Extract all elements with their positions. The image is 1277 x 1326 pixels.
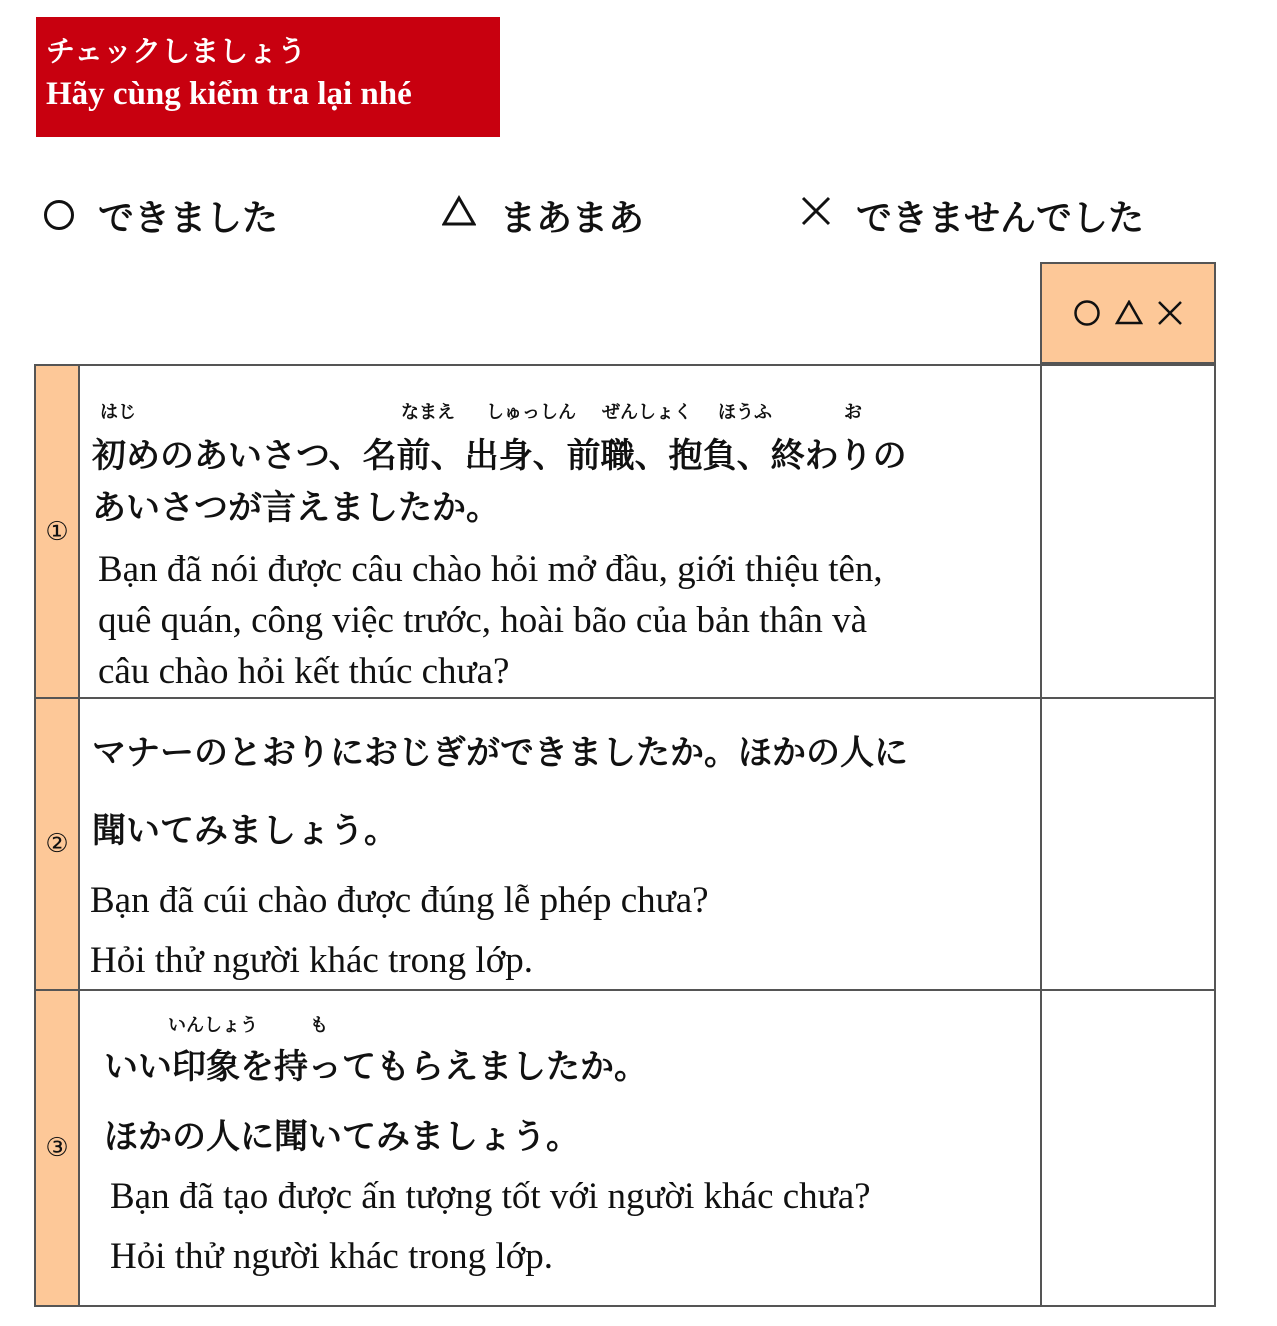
legend-so-so-label: まあまあ <box>500 197 645 239</box>
row-content <box>78 697 1042 991</box>
checklist-row-1 <box>34 364 1216 699</box>
vn-question-line: Hỏi thử người khác trong lớp. <box>90 940 534 981</box>
cross-icon <box>800 195 832 236</box>
jp-question-line: いい印象を持ってもらえましたか。 <box>104 1047 648 1087</box>
jp-question-line: マナーのとおりにおじぎができましたか。ほかの人に <box>92 733 908 773</box>
checklist-row-2 <box>34 697 1216 991</box>
cross-icon <box>1157 300 1183 326</box>
furigana: ぜんしょく <box>602 402 692 423</box>
legend-not-done-label: できませんでした <box>856 197 1145 239</box>
title-jp: チェックしましょう <box>46 34 307 68</box>
legend-done-label: できました <box>98 197 279 239</box>
furigana: も <box>310 1015 328 1036</box>
vn-question-line: Hỏi thử người khác trong lớp. <box>110 1236 554 1277</box>
triangle-icon <box>1115 300 1143 326</box>
vn-question-line: Bạn đã cúi chào được đúng lễ phép chưa? <box>90 880 709 921</box>
furigana: はじ <box>100 402 136 423</box>
row-content <box>78 364 1042 699</box>
jp-question-line: ほかの人に聞いてみましょう。 <box>104 1117 580 1157</box>
circle-icon <box>44 200 74 230</box>
evaluation-cell[interactable] <box>1040 697 1216 991</box>
circle-icon <box>1073 299 1101 327</box>
vn-question-line: quê quán, công việc trước, hoài bão của bản thân và <box>98 600 868 641</box>
vn-question-line: Bạn đã tạo được ấn tượng tốt với người khác chưa? <box>110 1176 871 1217</box>
jp-question-line: 初めのあいさつ、名前、出身、前職、抱負、終わりの <box>92 436 907 476</box>
row-content <box>78 989 1042 1307</box>
legend-so-so <box>442 190 644 240</box>
evaluation-cell[interactable] <box>1040 989 1216 1307</box>
legend-done <box>44 190 278 240</box>
furigana: お <box>844 402 862 423</box>
vn-question-line: câu chào hỏi kết thúc chưa? <box>98 651 510 692</box>
triangle-icon <box>442 195 476 236</box>
row-number: ③ <box>34 989 80 1307</box>
furigana: しゅっしん <box>486 402 576 423</box>
furigana: ほうふ <box>718 402 772 423</box>
legend-not-done <box>800 190 1144 240</box>
row-number: ② <box>34 697 80 991</box>
jp-question-line: 聞いてみましょう。 <box>92 811 398 851</box>
evaluation-header-cell <box>1040 262 1216 364</box>
row-number: ① <box>34 364 80 699</box>
vn-question-line: Bạn đã nói được câu chào hỏi mở đầu, giới thiệu tên, <box>98 549 883 590</box>
title-banner <box>36 17 500 137</box>
furigana: いんしょう <box>168 1015 258 1036</box>
furigana: なまえ <box>401 402 455 423</box>
evaluation-cell[interactable] <box>1040 364 1216 699</box>
checklist-row-3 <box>34 989 1216 1307</box>
jp-question-line: あいさつが言えましたか。 <box>92 488 500 528</box>
title-vn: Hãy cùng kiểm tra lại nhé <box>46 76 412 112</box>
